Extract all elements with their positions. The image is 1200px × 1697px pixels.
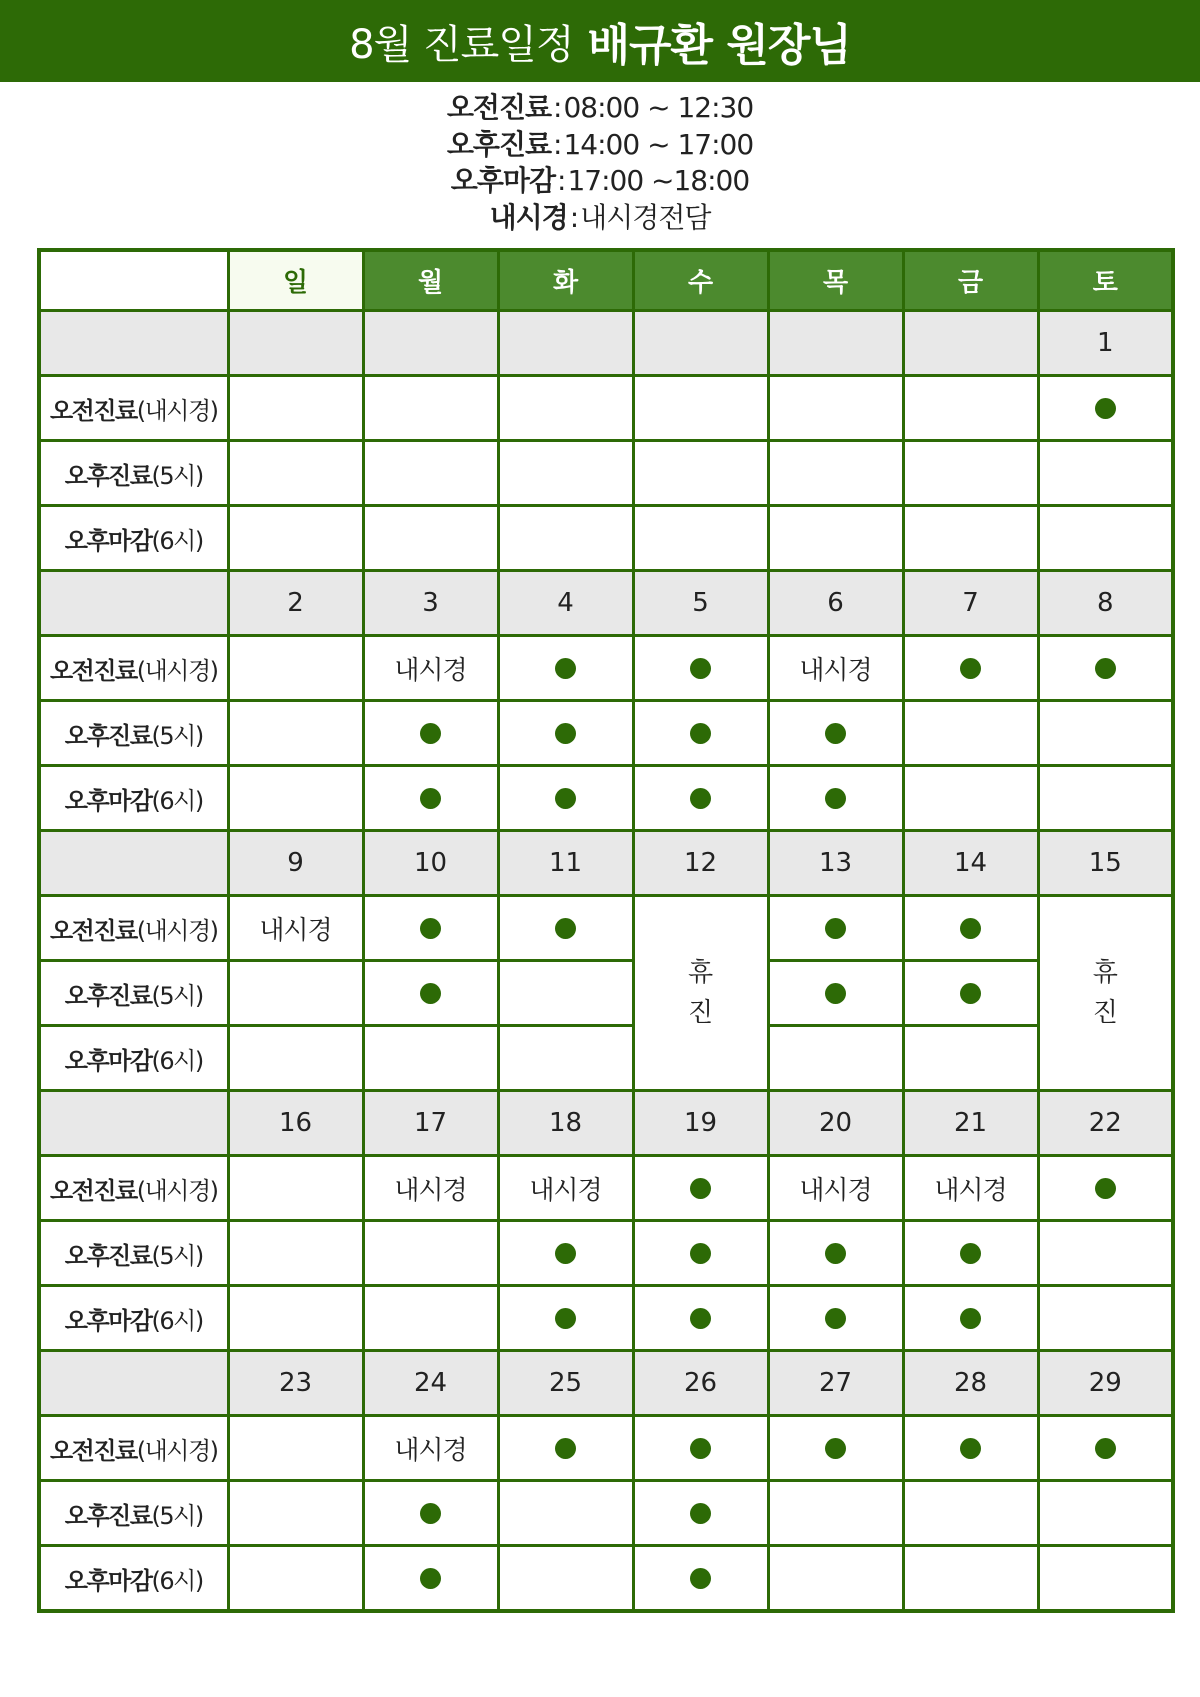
schedule-calendar	[37, 248, 1175, 1613]
available-dot-icon	[960, 658, 981, 679]
schedule-cell	[633, 506, 768, 571]
endoscopy-label: 내시경	[799, 655, 872, 686]
schedule-cell	[228, 766, 363, 831]
schedule-cell	[363, 1026, 498, 1091]
available-dot-icon	[825, 1308, 846, 1329]
schedule-cell	[903, 701, 1038, 766]
available-dot-icon	[960, 1438, 981, 1459]
schedule-cell	[768, 766, 903, 831]
date-row	[39, 571, 1173, 636]
available-dot-icon	[690, 1438, 711, 1459]
closed-text: 진	[687, 998, 714, 1028]
date-row-label-cell	[39, 1351, 228, 1416]
schedule-cell	[498, 961, 633, 1026]
schedule-cell	[1038, 766, 1173, 831]
schedule-cell	[633, 1286, 768, 1351]
available-dot-icon	[960, 1308, 981, 1329]
slot-label	[39, 1221, 228, 1286]
schedule-cell	[1038, 441, 1173, 506]
slot-label-main: 오후마감	[64, 786, 152, 815]
available-dot-icon	[960, 983, 981, 1004]
slot-label-main: 오전진료	[49, 1436, 137, 1465]
date-cell: 9	[228, 831, 363, 896]
slot-row	[39, 1156, 1173, 1221]
slot-row	[39, 1221, 1173, 1286]
date-cell	[768, 311, 903, 376]
date-row	[39, 1351, 1173, 1416]
schedule-cell	[498, 1481, 633, 1546]
schedule-cell	[363, 1156, 498, 1221]
available-dot-icon	[825, 1438, 846, 1459]
slot-row	[39, 1026, 1173, 1091]
schedule-cell	[633, 441, 768, 506]
available-dot-icon	[1095, 1438, 1116, 1459]
available-dot-icon	[960, 918, 981, 939]
date-cell: 22	[1038, 1091, 1173, 1156]
schedule-cell	[498, 701, 633, 766]
slot-label	[39, 1416, 228, 1481]
date-cell: 21	[903, 1091, 1038, 1156]
schedule-cell	[1038, 1286, 1173, 1351]
schedule-cell	[228, 896, 363, 961]
schedule-cell	[1038, 1221, 1173, 1286]
schedule-cell	[498, 766, 633, 831]
date-cell: 8	[1038, 571, 1173, 636]
schedule-cell	[633, 1546, 768, 1612]
schedule-cell	[768, 1221, 903, 1286]
slot-label-main: 오후진료	[64, 461, 152, 490]
available-dot-icon	[690, 1568, 711, 1589]
schedule-cell	[903, 376, 1038, 441]
slot-label-sub: (내시경)	[136, 1436, 218, 1465]
slot-label	[39, 896, 228, 961]
date-row	[39, 1091, 1173, 1156]
schedule-cell	[768, 961, 903, 1026]
slot-row	[39, 506, 1173, 571]
available-dot-icon	[555, 1438, 576, 1459]
available-dot-icon	[825, 983, 846, 1004]
available-dot-icon	[555, 788, 576, 809]
date-cell	[363, 311, 498, 376]
available-dot-icon	[1095, 1178, 1116, 1199]
available-dot-icon	[555, 1243, 576, 1264]
available-dot-icon	[1095, 398, 1116, 419]
schedule-cell	[498, 1416, 633, 1481]
date-cell: 25	[498, 1351, 633, 1416]
schedule-cell	[228, 1156, 363, 1221]
schedule-cell	[498, 376, 633, 441]
date-cell: 5	[633, 571, 768, 636]
date-cell: 14	[903, 831, 1038, 896]
schedule-cell	[1038, 506, 1173, 571]
schedule-cell	[633, 376, 768, 441]
date-cell: 26	[633, 1351, 768, 1416]
slot-label-sub: (6시)	[151, 1566, 203, 1595]
available-dot-icon	[555, 1308, 576, 1329]
slot-label-main: 오후진료	[64, 981, 152, 1010]
schedule-cell	[363, 1286, 498, 1351]
schedule-cell	[903, 766, 1038, 831]
schedule-cell	[768, 896, 903, 961]
schedule-cell	[768, 1286, 903, 1351]
date-cell: 18	[498, 1091, 633, 1156]
date-cell	[903, 311, 1038, 376]
slot-label	[39, 636, 228, 701]
slot-label-main: 오후마감	[64, 526, 152, 555]
weekday-saturday: 토	[1038, 250, 1173, 311]
date-cell: 29	[1038, 1351, 1173, 1416]
schedule-cell	[903, 1221, 1038, 1286]
schedule-cell	[768, 1481, 903, 1546]
date-cell: 27	[768, 1351, 903, 1416]
schedule-cell	[228, 961, 363, 1026]
title-month: 8월 진료일정	[349, 21, 574, 68]
schedule-cell	[498, 441, 633, 506]
slot-label	[39, 961, 228, 1026]
available-dot-icon	[420, 983, 441, 1004]
schedule-cell	[228, 1416, 363, 1481]
slot-row	[39, 896, 1173, 961]
closed-text: 휴	[1092, 958, 1118, 988]
slot-row	[39, 441, 1173, 506]
available-dot-icon	[690, 1308, 711, 1329]
weekday-friday: 금	[903, 250, 1038, 311]
schedule-cell	[498, 1221, 633, 1286]
available-dot-icon	[690, 1178, 711, 1199]
slot-label-main: 오전진료	[49, 396, 137, 425]
schedule-cell	[768, 1416, 903, 1481]
hours-label: 오전진료	[446, 91, 552, 124]
schedule-cell	[768, 636, 903, 701]
date-cell: 12	[633, 831, 768, 896]
date-row	[39, 831, 1173, 896]
weekday-sunday: 일	[228, 250, 363, 311]
available-dot-icon	[555, 723, 576, 744]
schedule-cell	[498, 896, 633, 961]
slot-label	[39, 1286, 228, 1351]
schedule-cell	[768, 376, 903, 441]
schedule-cell	[1038, 1156, 1173, 1221]
hours-label: 오후진료	[446, 127, 552, 161]
date-row-label-cell	[39, 311, 228, 376]
schedule-cell	[1038, 1481, 1173, 1546]
schedule-cell	[228, 1026, 363, 1091]
schedule-cell	[633, 1481, 768, 1546]
date-cell: 19	[633, 1091, 768, 1156]
endoscopy-label: 내시경	[259, 915, 332, 946]
available-dot-icon	[555, 918, 576, 939]
schedule-cell	[903, 961, 1038, 1026]
slot-label	[39, 701, 228, 766]
schedule-cell	[363, 441, 498, 506]
slot-label	[39, 1546, 228, 1612]
schedule-cell	[633, 1221, 768, 1286]
date-cell: 23	[228, 1351, 363, 1416]
schedule-cell	[768, 441, 903, 506]
schedule-cell	[498, 1026, 633, 1091]
date-cell: 4	[498, 571, 633, 636]
slot-row	[39, 961, 1173, 1026]
hours-label: 오후마감	[450, 164, 555, 197]
available-dot-icon	[420, 788, 441, 809]
slot-label	[39, 506, 228, 571]
schedule-cell	[633, 636, 768, 701]
weekday-thursday: 목	[768, 250, 903, 311]
schedule-cell	[363, 636, 498, 701]
schedule-cell	[768, 1546, 903, 1612]
slot-row	[39, 701, 1173, 766]
endoscopy-label: 내시경	[934, 1175, 1007, 1206]
schedule-cell	[228, 701, 363, 766]
date-cell	[498, 311, 633, 376]
date-cell: 24	[363, 1351, 498, 1416]
date-row-label-cell	[39, 1091, 228, 1156]
slot-label-sub: (5시)	[151, 1501, 203, 1530]
schedule-cell	[903, 1156, 1038, 1221]
slot-label-sub: (5시)	[151, 461, 203, 490]
hours-value: 17:00 ~18:00	[567, 164, 750, 197]
schedule-cell	[633, 1416, 768, 1481]
available-dot-icon	[420, 1568, 441, 1589]
schedule-cell	[903, 1481, 1038, 1546]
schedule-cell	[498, 506, 633, 571]
schedule-cell	[228, 1221, 363, 1286]
date-row-label-cell	[39, 571, 228, 636]
date-cell	[228, 311, 363, 376]
available-dot-icon	[690, 788, 711, 809]
date-cell: 16	[228, 1091, 363, 1156]
closed-day-cell	[633, 896, 768, 1091]
hours-row-closing: 오후마감:17:00 ~18:00	[450, 164, 750, 197]
slot-label	[39, 766, 228, 831]
available-dot-icon	[690, 723, 711, 744]
schedule-cell	[228, 636, 363, 701]
schedule-cell	[363, 506, 498, 571]
weekday-tuesday: 화	[498, 250, 633, 311]
slot-label-sub: (6시)	[151, 786, 203, 815]
schedule-cell	[228, 1546, 363, 1612]
schedule-cell	[228, 441, 363, 506]
available-dot-icon	[690, 1503, 711, 1524]
slot-row	[39, 636, 1173, 701]
schedule-cell	[228, 506, 363, 571]
available-dot-icon	[690, 1243, 711, 1264]
schedule-cell	[903, 636, 1038, 701]
hours-value: 내시경전담	[580, 200, 711, 234]
hours-row-morning: 오전진료:08:00 ~ 12:30	[446, 91, 754, 124]
schedule-cell	[498, 1286, 633, 1351]
schedule-cell	[633, 766, 768, 831]
date-cell: 3	[363, 571, 498, 636]
schedule-cell	[903, 506, 1038, 571]
slot-label-sub: (5시)	[151, 721, 203, 750]
date-row	[39, 311, 1173, 376]
schedule-cell	[903, 1416, 1038, 1481]
slot-label-sub: (5시)	[151, 1241, 203, 1270]
hours-label: 내시경	[489, 200, 568, 234]
schedule-cell	[363, 1416, 498, 1481]
schedule-cell	[228, 376, 363, 441]
date-cell: 28	[903, 1351, 1038, 1416]
clinic-hours	[0, 90, 1200, 236]
schedule-cell	[768, 1156, 903, 1221]
date-cell: 10	[363, 831, 498, 896]
slot-label-main: 오전진료	[49, 656, 137, 685]
date-row-label-cell	[39, 831, 228, 896]
closed-day-cell	[1038, 896, 1173, 1091]
slot-label	[39, 376, 228, 441]
slot-label-sub: (5시)	[151, 981, 203, 1010]
endoscopy-label: 내시경	[394, 655, 467, 686]
schedule-cell	[363, 1221, 498, 1286]
slot-row	[39, 1546, 1173, 1612]
slot-label-sub: (6시)	[151, 1046, 203, 1075]
slot-row	[39, 1481, 1173, 1546]
schedule-cell	[228, 1481, 363, 1546]
page-title	[0, 0, 1200, 82]
schedule-cell	[633, 701, 768, 766]
endoscopy-label: 내시경	[394, 1435, 467, 1466]
slot-label	[39, 1481, 228, 1546]
hours-row-afternoon: 오후진료:14:00 ~ 17:00	[446, 127, 754, 161]
available-dot-icon	[825, 918, 846, 939]
slot-label-sub: (내시경)	[136, 1176, 218, 1205]
endoscopy-label: 내시경	[799, 1175, 872, 1206]
endoscopy-label: 내시경	[529, 1175, 602, 1206]
slot-label-sub: (6시)	[151, 526, 203, 555]
schedule-cell	[903, 441, 1038, 506]
slot-label-sub: (내시경)	[136, 656, 218, 685]
schedule-cell	[903, 1546, 1038, 1612]
schedule-cell	[498, 636, 633, 701]
hours-row-endoscopy: 내시경:내시경전담	[489, 200, 711, 234]
closed-text: 진	[1092, 998, 1118, 1028]
slot-row	[39, 1286, 1173, 1351]
slot-label-main: 오후진료	[64, 1241, 152, 1270]
closed-text: 휴	[687, 958, 714, 988]
slot-label-main: 오후진료	[64, 721, 152, 750]
date-cell: 2	[228, 571, 363, 636]
slot-label	[39, 441, 228, 506]
date-cell: 13	[768, 831, 903, 896]
schedule-cell	[363, 896, 498, 961]
available-dot-icon	[420, 1503, 441, 1524]
schedule-cell	[1038, 376, 1173, 441]
endoscopy-label: 내시경	[394, 1175, 467, 1206]
weekday-header-row	[39, 250, 1173, 311]
slot-label	[39, 1026, 228, 1091]
schedule-cell	[363, 766, 498, 831]
date-cell	[633, 311, 768, 376]
date-cell: 7	[903, 571, 1038, 636]
slot-label	[39, 1156, 228, 1221]
slot-label-sub: (내시경)	[136, 916, 218, 945]
date-cell: 17	[363, 1091, 498, 1156]
slot-row	[39, 376, 1173, 441]
available-dot-icon	[420, 918, 441, 939]
hours-value: 14:00 ~ 17:00	[563, 127, 754, 161]
schedule-cell	[1038, 1416, 1173, 1481]
schedule-cell	[1038, 701, 1173, 766]
date-cell: 20	[768, 1091, 903, 1156]
date-cell: 11	[498, 831, 633, 896]
schedule-cell	[768, 506, 903, 571]
schedule-cell	[633, 1156, 768, 1221]
schedule-cell	[363, 701, 498, 766]
schedule-cell	[498, 1156, 633, 1221]
schedule-cell	[363, 1481, 498, 1546]
date-cell: 6	[768, 571, 903, 636]
header-corner-cell	[39, 250, 228, 311]
schedule-cell	[498, 1546, 633, 1612]
available-dot-icon	[825, 723, 846, 744]
schedule-cell	[903, 1286, 1038, 1351]
available-dot-icon	[825, 1243, 846, 1264]
schedule-cell	[363, 376, 498, 441]
weekday-wednesday: 수	[633, 250, 768, 311]
schedule-cell	[1038, 636, 1173, 701]
weekday-monday: 월	[363, 250, 498, 311]
schedule-cell	[903, 896, 1038, 961]
slot-label-main: 오후마감	[64, 1046, 152, 1075]
slot-label-sub: (내시경)	[136, 396, 218, 425]
slot-label-main: 오후진료	[64, 1501, 152, 1530]
available-dot-icon	[960, 1243, 981, 1264]
available-dot-icon	[690, 658, 711, 679]
slot-label-main: 오전진료	[49, 1176, 137, 1205]
schedule-cell	[228, 1286, 363, 1351]
available-dot-icon	[555, 658, 576, 679]
schedule-cell	[768, 1026, 903, 1091]
schedule-cell	[768, 701, 903, 766]
slot-label-main: 오후마감	[64, 1306, 152, 1335]
slot-row	[39, 1416, 1173, 1481]
date-cell: 15	[1038, 831, 1173, 896]
slot-row	[39, 766, 1173, 831]
schedule-cell	[363, 1546, 498, 1612]
slot-label-sub: (6시)	[151, 1306, 203, 1335]
available-dot-icon	[825, 788, 846, 809]
slot-label-main: 오전진료	[49, 916, 137, 945]
title-doctor: 배규환 원장님	[587, 20, 851, 71]
slot-label-main: 오후마감	[64, 1566, 152, 1595]
hours-value: 08:00 ~ 12:30	[563, 91, 754, 124]
schedule-cell	[903, 1026, 1038, 1091]
available-dot-icon	[1095, 658, 1116, 679]
available-dot-icon	[420, 723, 441, 744]
date-cell: 1	[1038, 311, 1173, 376]
schedule-cell	[1038, 1546, 1173, 1612]
schedule-cell	[363, 961, 498, 1026]
